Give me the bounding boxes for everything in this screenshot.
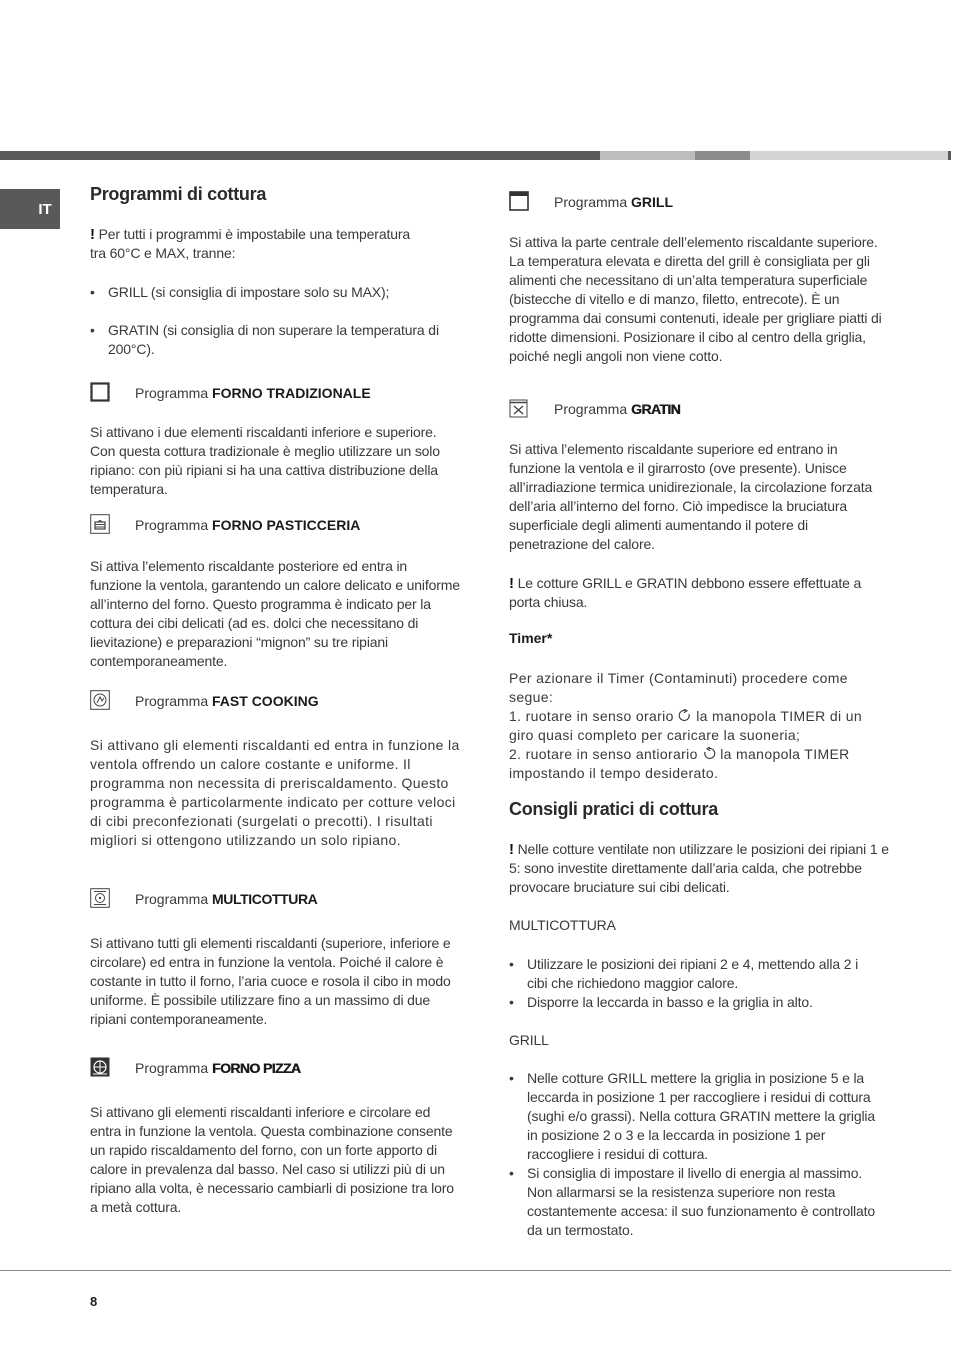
- header-bar-light-2: [750, 151, 948, 160]
- program-label: Programma GRATIN: [554, 401, 681, 417]
- pizza-icon: [90, 1057, 110, 1077]
- fast-cooking-icon: [90, 690, 110, 710]
- header-bar-end: [948, 151, 951, 160]
- header-bar-dark: [0, 151, 600, 160]
- program-label: Programma FORNO PASTICCERIA: [135, 517, 361, 533]
- clockwise-arrow-icon: [678, 708, 692, 724]
- grill-tip-2: • Si consiglia di impostare il livello di energia al massimo. Non allarmarsi se la resistenza superiore non resta costantemente accesa: il suo funzionamento è controllato da un termostato.: [509, 1164, 889, 1240]
- program-fast-cooking: [90, 690, 465, 712]
- program-name: GRATIN: [631, 401, 681, 417]
- language-tab: IT: [0, 189, 60, 229]
- program-label: Programma FAST COOKING: [135, 693, 319, 709]
- grill-tip-1: • Nelle cotture GRILL mettere la griglia in posizione 5 e la leccarda in posizione 1 per raccogliere i residui di cottura (sughi e/o grassi). Nella cottura GRATIN mettere la griglia in posizione 2 o 3 e la leccarda in posizione 1 per raccogliere i residui di cottura.: [509, 1069, 889, 1164]
- ventilated-note-text: Nelle cotture ventilate non utilizzare le posizioni dei ripiani 1 e 5: sono investite direttamente dall’aria calda, che potrebbe provocare bruciature sui cibi delicati.: [509, 841, 889, 895]
- program-description: Si attiva l’elemento riscaldante superiore ed entrano in funzione la ventola e il girarrosto (ove presente). Unisce all’irradiazione termica unidirezionale, la circolazione forzata dell’aria all’interno del forno. Ciò impedisce la bruciatura superficiale degli alimenti aumentando il potere di penetrazione del calore.: [509, 441, 873, 552]
- program-name: FORNO TRADIZIONALE: [212, 385, 371, 401]
- counterclockwise-arrow-icon: [702, 746, 716, 762]
- warning-mark: !: [90, 226, 95, 243]
- page-number: 8: [90, 1294, 98, 1309]
- program-forno-pizza: [90, 1057, 465, 1079]
- section-title-programmi: Programmi di cottura: [90, 184, 267, 204]
- header-bar-mid: [695, 151, 750, 160]
- header-bar: [0, 151, 954, 160]
- multicottura-icon: [90, 888, 110, 908]
- header-bar-light-1: [600, 151, 695, 160]
- timer-instructions: Per azionare il Timer (Contaminuti) procedere come segue: 1. ruotare in senso orario la manopola TIMER di un giro quasi completo per caricare la suoneria; 2. ruotare in senso antiorario la manopola TIMER impostando il tempo desiderato.: [509, 670, 862, 781]
- intro-note: [90, 225, 465, 263]
- pastry-icon: [90, 514, 110, 534]
- program-forno-pasticceria: [90, 514, 465, 536]
- square-icon: [90, 382, 110, 402]
- program-label: Programma MULTICOTTURA: [135, 891, 318, 907]
- door-closed-note: [509, 574, 884, 612]
- grill-icon: [509, 191, 529, 211]
- footer-divider: [0, 1270, 951, 1271]
- timer-title: Timer*: [509, 630, 553, 646]
- multicottura-tip-2: • Disporre la leccarda in basso e la griglia in alto.: [509, 993, 887, 1012]
- program-forno-tradizionale: [90, 382, 465, 404]
- ventilated-note: [509, 840, 889, 897]
- program-name: GRILL: [631, 194, 674, 210]
- program-multicottura: [90, 888, 465, 910]
- program-label: Programma FORNO TRADIZIONALE: [135, 385, 371, 401]
- multicottura-tip-1: • Utilizzare le posizioni dei ripiani 2 e 4, mettendo alla 2 i cibi che richiedono maggior calore.: [509, 955, 877, 993]
- grill-label: GRILL: [509, 1032, 549, 1048]
- multicottura-label: MULTICOTTURA: [509, 917, 616, 933]
- program-label: Programma FORNO PIZZA: [135, 1060, 301, 1076]
- program-description: Si attiva la parte centrale dell’elemento riscaldante superiore. La temperatura elevata e diretta del grill è consigliata per gli alimenti che necessitano di un’alta temperatura superficiale (bistecche di vitello e di manzo, filetto, entrecote). È un programma dai consumi contenuti, ideale per grigliare piatti di ridotte dimensioni. Posizionare il cibo al centro della griglia, poiché negli angoli non viene cotto.: [509, 234, 882, 364]
- bullet-gratin: • GRATIN (si consiglia di non superare la temperatura di 200°C).: [90, 321, 464, 359]
- door-closed-text: Le cotture GRILL e GRATIN debbono essere effettuate a porta chiusa.: [509, 575, 862, 610]
- warning-mark: !: [509, 575, 514, 592]
- program-name: FORNO PASTICCERIA: [212, 517, 361, 533]
- program-name: FAST COOKING: [212, 693, 319, 709]
- program-gratin: [509, 398, 889, 420]
- program-description: Si attivano i due elementi riscaldanti inferiore e superiore. Con questa cottura tradizionale è meglio utilizzare un solo ripiano: con più ripiani si ha una cattiva distribuzione della temperatura.: [90, 424, 440, 497]
- program-label: Programma GRILL: [554, 194, 674, 210]
- section-title-consigli: Consigli pratici di cottura: [509, 799, 718, 819]
- intro-line-1: Per tutti i programmi è impostabile una temperatura: [94, 226, 410, 242]
- gratin-icon: [509, 398, 529, 418]
- program-description: Si attivano gli elementi riscaldanti inferiore e circolare ed entra in funzione la ventola. Questa combinazione consente un rapido riscaldamento del forno, con un forte apporto di calore in prevalenza dal basso. Nel caso si utilizzi più di un ripiano alla volta, è necessario cambiarli di posizione tra loro a metà cottura.: [90, 1104, 454, 1215]
- program-description: Si attivano tutti gli elementi riscaldanti (superiore, inferiore e circolare) ed entra in funzione la ventola. Poiché il calore è costante in tutto il forno, l’aria cuoce e rosola il cibo in modo uniforme. È possibile utilizzare fino a un massimo di due ripiani contemporaneamente.: [90, 935, 451, 1027]
- bullet-grill: • GRILL (si consiglia di impostare solo su MAX);: [90, 283, 468, 302]
- program-description: Si attiva l’elemento riscaldante posteriore ed entra in funzione la ventola, garantendo un calore delicato e uniforme all’interno del forno. Questo programma è indicato per la cottura dei cibi delicati (ad es. dolci che necessitano di lievitazione) e preparazioni “mignon” su tre ripiani contemporaneamente.: [90, 558, 460, 669]
- program-description: Si attivano gli elementi riscaldanti ed entra in funzione la ventola offrendo un calore costante e uniforme. Il programma non necessita di preriscaldamento. Questo programma è particolarmente indicato per cotture veloci di cibi preconfezionati (surgelati o precotti). I risultati migliori si ottengono utilizzando un solo ripiano.: [90, 737, 460, 848]
- program-name: MULTICOTTURA: [212, 891, 318, 907]
- program-grill: [509, 191, 889, 213]
- program-name: FORNO PIZZA: [212, 1060, 301, 1076]
- warning-mark: !: [509, 841, 514, 858]
- intro-line-2: tra 60°C e MAX, tranne:: [90, 245, 236, 261]
